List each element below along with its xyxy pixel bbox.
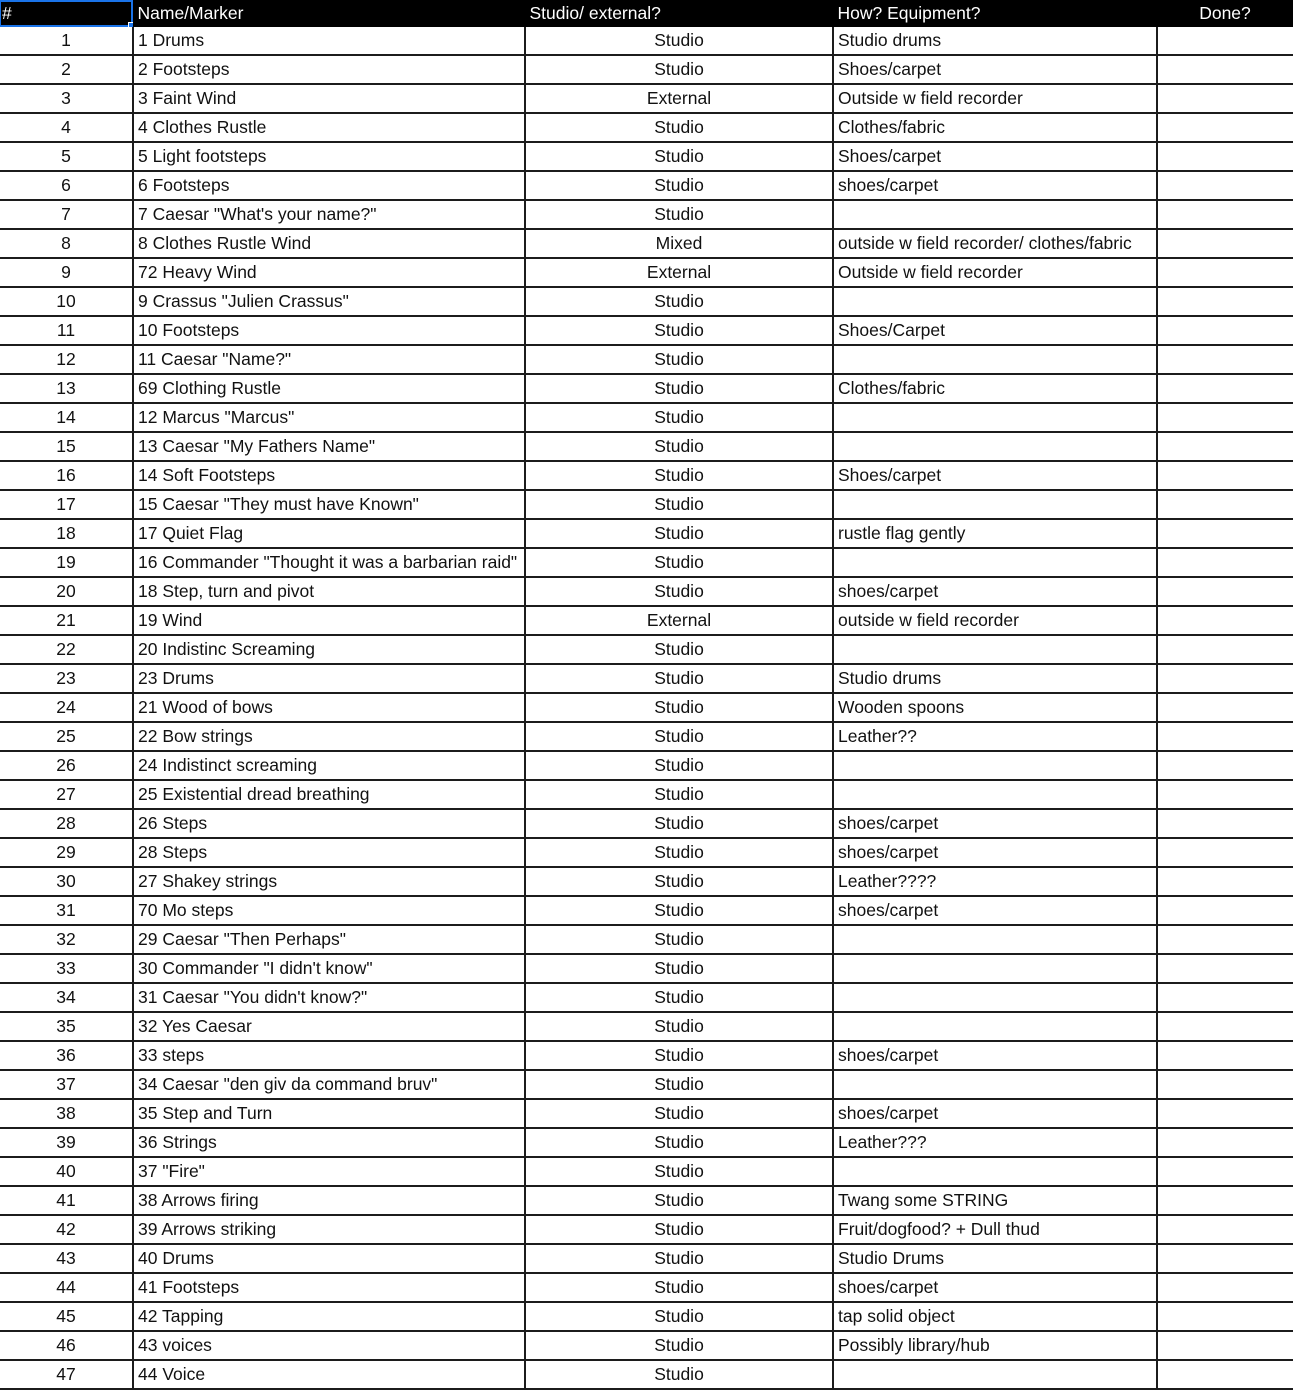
cell-number[interactable]: 9 [0,258,133,287]
cell-studio-external[interactable]: Studio [525,1215,833,1244]
cell-name-marker[interactable]: 72 Heavy Wind [133,258,525,287]
header-cell-equipment[interactable]: How? Equipment? [833,0,1157,27]
cell-number[interactable]: 29 [0,838,133,867]
selection-fill-handle[interactable] [128,22,134,27]
table-row [0,693,1293,722]
cell-number[interactable]: 35 [0,1012,133,1041]
cell-number[interactable]: 38 [0,1099,133,1128]
cell-studio-external[interactable]: Studio [525,1273,833,1302]
cell-done[interactable] [1157,1186,1293,1215]
cell-done[interactable] [1157,142,1293,171]
table-row [0,954,1293,983]
table-row [0,1302,1293,1331]
table-row [0,1099,1293,1128]
table-row [0,519,1293,548]
cell-how-equipment[interactable]: outside w field recorder [833,606,1157,635]
table-row [0,84,1293,113]
cell-how-equipment[interactable]: Clothes/fabric [833,374,1157,403]
table-row [0,1012,1293,1041]
cell-name-marker[interactable]: 6 Footsteps [133,171,525,200]
cell-name-marker[interactable]: 37 "Fire" [133,1157,525,1186]
cell-name-marker[interactable]: 31 Caesar "You didn't know?" [133,983,525,1012]
table-row [0,345,1293,374]
cell-number[interactable]: 45 [0,1302,133,1331]
cell-done[interactable] [1157,1012,1293,1041]
cell-name-marker[interactable]: 15 Caesar "They must have Known" [133,490,525,519]
cell-name-marker[interactable]: 40 Drums [133,1244,525,1273]
cell-done[interactable] [1157,461,1293,490]
header-number-label: # [2,3,12,23]
cell-number[interactable]: 5 [0,142,133,171]
table-row [0,55,1293,84]
cell-how-equipment[interactable]: Leather???? [833,867,1157,896]
cell-how-equipment[interactable] [833,548,1157,577]
cell-name-marker[interactable]: 10 Footsteps [133,316,525,345]
cell-number[interactable]: 30 [0,867,133,896]
cell-studio-external[interactable]: Studio [525,1360,833,1389]
cell-number[interactable]: 42 [0,1215,133,1244]
cell-done[interactable] [1157,1302,1293,1331]
cell-done[interactable] [1157,1157,1293,1186]
cell-number[interactable]: 20 [0,577,133,606]
cell-done[interactable] [1157,200,1293,229]
cell-studio-external[interactable]: Studio [525,142,833,171]
cell-studio-external[interactable]: Studio [525,490,833,519]
table-row [0,896,1293,925]
cell-how-equipment[interactable] [833,1360,1157,1389]
cell-how-equipment[interactable]: Shoes/carpet [833,461,1157,490]
cell-number[interactable]: 22 [0,635,133,664]
table-row [0,1331,1293,1360]
cell-name-marker[interactable]: 32 Yes Caesar [133,1012,525,1041]
cell-done[interactable] [1157,635,1293,664]
cell-how-equipment[interactable] [833,1157,1157,1186]
cell-done[interactable] [1157,1331,1293,1360]
cell-how-equipment[interactable] [833,635,1157,664]
cell-name-marker[interactable]: 4 Clothes Rustle [133,113,525,142]
cell-name-marker[interactable]: 2 Footsteps [133,55,525,84]
cell-studio-external[interactable]: Studio [525,664,833,693]
cell-done[interactable] [1157,1215,1293,1244]
cell-studio-external[interactable]: Studio [525,316,833,345]
cell-studio-external[interactable]: Studio [525,171,833,200]
cell-name-marker[interactable]: 24 Indistinct screaming [133,751,525,780]
cell-done[interactable] [1157,1070,1293,1099]
cell-studio-external[interactable]: Studio [525,1331,833,1360]
cell-number[interactable]: 16 [0,461,133,490]
table-row [0,1128,1293,1157]
cell-studio-external[interactable]: Studio [525,838,833,867]
cell-number[interactable]: 26 [0,751,133,780]
cell-studio-external[interactable]: Studio [525,55,833,84]
cell-number[interactable]: 12 [0,345,133,374]
cell-number[interactable]: 40 [0,1157,133,1186]
cell-how-equipment[interactable]: shoes/carpet [833,1273,1157,1302]
cell-done[interactable] [1157,1128,1293,1157]
cell-name-marker[interactable]: 27 Shakey strings [133,867,525,896]
cell-name-marker[interactable]: 11 Caesar "Name?" [133,345,525,374]
cell-number[interactable]: 33 [0,954,133,983]
cell-studio-external[interactable]: External [525,606,833,635]
cell-done[interactable] [1157,27,1293,55]
cell-name-marker[interactable]: 8 Clothes Rustle Wind [133,229,525,258]
cell-studio-external[interactable]: Studio [525,432,833,461]
cell-done[interactable] [1157,896,1293,925]
cell-done[interactable] [1157,84,1293,113]
cell-number[interactable]: 36 [0,1041,133,1070]
cell-name-marker[interactable]: 29 Caesar "Then Perhaps" [133,925,525,954]
cell-name-marker[interactable]: 30 Commander "I didn't know" [133,954,525,983]
cell-name-marker[interactable]: 28 Steps [133,838,525,867]
cell-name-marker[interactable]: 5 Light footsteps [133,142,525,171]
cell-how-equipment[interactable]: Outside w field recorder [833,258,1157,287]
cell-done[interactable] [1157,693,1293,722]
cell-number[interactable]: 1 [0,27,133,55]
cell-number[interactable]: 27 [0,780,133,809]
cell-name-marker[interactable]: 26 Steps [133,809,525,838]
cell-studio-external[interactable]: Studio [525,809,833,838]
table-row [0,316,1293,345]
cell-done[interactable] [1157,1099,1293,1128]
cell-studio-external[interactable]: Studio [525,896,833,925]
table-row [0,867,1293,896]
cell-how-equipment[interactable] [833,287,1157,316]
header-row [0,0,1293,27]
cell-how-equipment[interactable]: rustle flag gently [833,519,1157,548]
cell-name-marker[interactable]: 19 Wind [133,606,525,635]
cell-how-equipment[interactable]: Wooden spoons [833,693,1157,722]
cell-done[interactable] [1157,606,1293,635]
table-row [0,287,1293,316]
cell-studio-external[interactable]: Studio [525,867,833,896]
cell-studio-external[interactable]: Studio [525,1128,833,1157]
cell-done[interactable] [1157,287,1293,316]
table-row [0,1244,1293,1273]
cell-done[interactable] [1157,664,1293,693]
table-row [0,1070,1293,1099]
cell-studio-external[interactable]: Studio [525,751,833,780]
cell-done[interactable] [1157,925,1293,954]
cell-how-equipment[interactable] [833,780,1157,809]
cell-done[interactable] [1157,113,1293,142]
cell-name-marker[interactable]: 3 Faint Wind [133,84,525,113]
cell-name-marker[interactable]: 70 Mo steps [133,896,525,925]
cell-how-equipment[interactable]: shoes/carpet [833,577,1157,606]
cell-number[interactable]: 10 [0,287,133,316]
table-row [0,925,1293,954]
cell-how-equipment[interactable]: shoes/carpet [833,896,1157,925]
cell-studio-external[interactable]: Studio [525,1157,833,1186]
cell-done[interactable] [1157,548,1293,577]
cell-number[interactable]: 21 [0,606,133,635]
cell-studio-external[interactable]: Studio [525,113,833,142]
table-row [0,838,1293,867]
cell-studio-external[interactable]: Studio [525,548,833,577]
cell-number[interactable]: 39 [0,1128,133,1157]
cell-studio-external[interactable]: Studio [525,1070,833,1099]
table-row [0,200,1293,229]
cell-how-equipment[interactable]: Studio drums [833,27,1157,55]
cell-name-marker[interactable]: 17 Quiet Flag [133,519,525,548]
table-row [0,113,1293,142]
table-row [0,1157,1293,1186]
cell-name-marker[interactable]: 16 Commander "Thought it was a barbarian raid" [133,548,525,577]
cell-name-marker[interactable]: 12 Marcus "Marcus" [133,403,525,432]
cell-studio-external[interactable]: Studio [525,519,833,548]
cell-done[interactable] [1157,229,1293,258]
cell-studio-external[interactable]: Studio [525,983,833,1012]
cell-name-marker[interactable]: 7 Caesar "What's your name?" [133,200,525,229]
cell-studio-external[interactable]: Studio [525,461,833,490]
table-row [0,780,1293,809]
cell-name-marker[interactable]: 20 Indistinc Screaming [133,635,525,664]
cell-number[interactable]: 41 [0,1186,133,1215]
cell-name-marker[interactable]: 36 Strings [133,1128,525,1157]
cell-done[interactable] [1157,577,1293,606]
cell-done[interactable] [1157,403,1293,432]
cell-name-marker[interactable]: 23 Drums [133,664,525,693]
table-row [0,548,1293,577]
cell-name-marker[interactable]: 33 steps [133,1041,525,1070]
cell-name-marker[interactable]: 22 Bow strings [133,722,525,751]
cell-studio-external[interactable]: Studio [525,780,833,809]
cell-how-equipment[interactable]: shoes/carpet [833,171,1157,200]
cell-name-marker[interactable]: 38 Arrows firing [133,1186,525,1215]
cell-number[interactable]: 17 [0,490,133,519]
table-row [0,635,1293,664]
cell-name-marker[interactable]: 21 Wood of bows [133,693,525,722]
cell-done[interactable] [1157,519,1293,548]
table-row [0,1215,1293,1244]
cell-studio-external[interactable]: Studio [525,403,833,432]
cell-done[interactable] [1157,838,1293,867]
table-row [0,461,1293,490]
table-row [0,229,1293,258]
cell-number[interactable]: 19 [0,548,133,577]
cell-done[interactable] [1157,983,1293,1012]
cell-done[interactable] [1157,780,1293,809]
cell-done[interactable] [1157,345,1293,374]
table-body [0,27,1293,1389]
cell-how-equipment[interactable]: tap solid object [833,1302,1157,1331]
cell-studio-external[interactable]: Studio [525,374,833,403]
cell-how-equipment[interactable] [833,954,1157,983]
table-row [0,606,1293,635]
table-row [0,1273,1293,1302]
cell-done[interactable] [1157,954,1293,983]
cell-how-equipment[interactable]: Shoes/carpet [833,142,1157,171]
cell-studio-external[interactable]: Studio [525,287,833,316]
cell-how-equipment[interactable] [833,751,1157,780]
cell-studio-external[interactable]: Studio [525,954,833,983]
cell-how-equipment[interactable]: Studio drums [833,664,1157,693]
cell-how-equipment[interactable]: Leather?? [833,722,1157,751]
cell-studio-external[interactable]: Studio [525,1244,833,1273]
table-row [0,722,1293,751]
header-cell-done[interactable]: Done? [1157,0,1293,27]
cell-done[interactable] [1157,55,1293,84]
header-cell-name[interactable]: Name/Marker [133,0,525,27]
cell-studio-external[interactable]: Studio [525,1302,833,1331]
cell-studio-external[interactable]: Studio [525,1186,833,1215]
cell-done[interactable] [1157,722,1293,751]
cell-number[interactable]: 28 [0,809,133,838]
cell-how-equipment[interactable] [833,432,1157,461]
cell-how-equipment[interactable]: Studio Drums [833,1244,1157,1273]
cell-number[interactable]: 23 [0,664,133,693]
table-row [0,403,1293,432]
table-row [0,374,1293,403]
cell-how-equipment[interactable] [833,925,1157,954]
table-row [0,809,1293,838]
cell-done[interactable] [1157,1041,1293,1070]
table-row [0,258,1293,287]
table-row [0,751,1293,780]
cell-done[interactable] [1157,432,1293,461]
cell-studio-external[interactable]: External [525,258,833,287]
cell-done[interactable] [1157,171,1293,200]
cell-number[interactable]: 6 [0,171,133,200]
cell-how-equipment[interactable]: shoes/carpet [833,1041,1157,1070]
cell-studio-external[interactable]: Studio [525,200,833,229]
cell-how-equipment[interactable] [833,200,1157,229]
table-row [0,1360,1293,1389]
cell-how-equipment[interactable]: Fruit/dogfood? + Dull thud [833,1215,1157,1244]
cell-studio-external[interactable]: Studio [525,722,833,751]
cell-number[interactable]: 24 [0,693,133,722]
table-row [0,1041,1293,1070]
table-row [0,490,1293,519]
cell-number[interactable]: 4 [0,113,133,142]
cell-name-marker[interactable]: 43 voices [133,1331,525,1360]
cell-number[interactable]: 46 [0,1331,133,1360]
cell-how-equipment[interactable]: Shoes/carpet [833,55,1157,84]
cell-studio-external[interactable]: Studio [525,1099,833,1128]
cell-done[interactable] [1157,490,1293,519]
cell-name-marker[interactable]: 44 Voice [133,1360,525,1389]
table-row [0,983,1293,1012]
table-row [0,142,1293,171]
cell-number[interactable]: 7 [0,200,133,229]
table-row [0,577,1293,606]
cell-done[interactable] [1157,809,1293,838]
cell-studio-external[interactable]: Studio [525,1012,833,1041]
cell-how-equipment[interactable]: shoes/carpet [833,809,1157,838]
table-row [0,27,1293,55]
cell-how-equipment[interactable]: Outside w field recorder [833,84,1157,113]
cell-done[interactable] [1157,316,1293,345]
cell-name-marker[interactable]: 9 Crassus "Julien Crassus" [133,287,525,316]
cell-how-equipment[interactable]: shoes/carpet [833,1099,1157,1128]
cell-number[interactable]: 15 [0,432,133,461]
cell-how-equipment[interactable]: Possibly library/hub [833,1331,1157,1360]
cell-number[interactable]: 31 [0,896,133,925]
cell-name-marker[interactable]: 1 Drums [133,27,525,55]
cell-studio-external[interactable]: Studio [525,635,833,664]
cell-studio-external[interactable]: Studio [525,1041,833,1070]
cell-name-marker[interactable]: 39 Arrows striking [133,1215,525,1244]
cell-number[interactable]: 2 [0,55,133,84]
cell-how-equipment[interactable]: Clothes/fabric [833,113,1157,142]
cell-number[interactable]: 18 [0,519,133,548]
cell-name-marker[interactable]: 25 Existential dread breathing [133,780,525,809]
table-row [0,432,1293,461]
cell-how-equipment[interactable]: shoes/carpet [833,838,1157,867]
cell-number[interactable]: 11 [0,316,133,345]
cell-done[interactable] [1157,374,1293,403]
cell-how-equipment[interactable] [833,1012,1157,1041]
header-cell-number[interactable] [0,0,133,27]
cell-how-equipment[interactable]: outside w field recorder/ clothes/fabric [833,229,1157,258]
cell-done[interactable] [1157,1244,1293,1273]
cell-number[interactable]: 37 [0,1070,133,1099]
cell-done[interactable] [1157,1360,1293,1389]
cell-name-marker[interactable]: 42 Tapping [133,1302,525,1331]
cell-number[interactable]: 43 [0,1244,133,1273]
cell-number[interactable]: 8 [0,229,133,258]
cell-number[interactable]: 44 [0,1273,133,1302]
cell-name-marker[interactable]: 18 Step, turn and pivot [133,577,525,606]
cell-number[interactable]: 13 [0,374,133,403]
cell-name-marker[interactable]: 35 Step and Turn [133,1099,525,1128]
cell-done[interactable] [1157,751,1293,780]
cell-name-marker[interactable]: 69 Clothing Rustle [133,374,525,403]
cell-how-equipment[interactable] [833,345,1157,374]
cell-how-equipment[interactable]: Twang some STRING [833,1186,1157,1215]
cell-number[interactable]: 25 [0,722,133,751]
header-cell-studio[interactable]: Studio/ external? [525,0,833,27]
cell-done[interactable] [1157,867,1293,896]
cell-studio-external[interactable]: Studio [525,577,833,606]
cell-how-equipment[interactable]: Leather??? [833,1128,1157,1157]
cell-how-equipment[interactable] [833,490,1157,519]
cell-name-marker[interactable]: 13 Caesar "My Fathers Name" [133,432,525,461]
cell-how-equipment[interactable] [833,403,1157,432]
table-row [0,664,1293,693]
cell-name-marker[interactable]: 41 Footsteps [133,1273,525,1302]
cell-number[interactable]: 34 [0,983,133,1012]
cell-done[interactable] [1157,1273,1293,1302]
cell-studio-external[interactable]: Studio [525,27,833,55]
cell-studio-external[interactable]: Studio [525,925,833,954]
cell-number[interactable]: 47 [0,1360,133,1389]
cell-how-equipment[interactable]: Shoes/Carpet [833,316,1157,345]
table-row [0,1186,1293,1215]
cell-how-equipment[interactable] [833,983,1157,1012]
cell-studio-external[interactable]: External [525,84,833,113]
cell-studio-external[interactable]: Studio [525,345,833,374]
cell-studio-external[interactable]: Mixed [525,229,833,258]
cell-name-marker[interactable]: 34 Caesar "den giv da command bruv" [133,1070,525,1099]
cell-number[interactable]: 3 [0,84,133,113]
cell-studio-external[interactable]: Studio [525,693,833,722]
cell-number[interactable]: 14 [0,403,133,432]
cell-number[interactable]: 32 [0,925,133,954]
cell-done[interactable] [1157,258,1293,287]
table-row [0,171,1293,200]
cell-name-marker[interactable]: 14 Soft Footsteps [133,461,525,490]
cell-how-equipment[interactable] [833,1070,1157,1099]
